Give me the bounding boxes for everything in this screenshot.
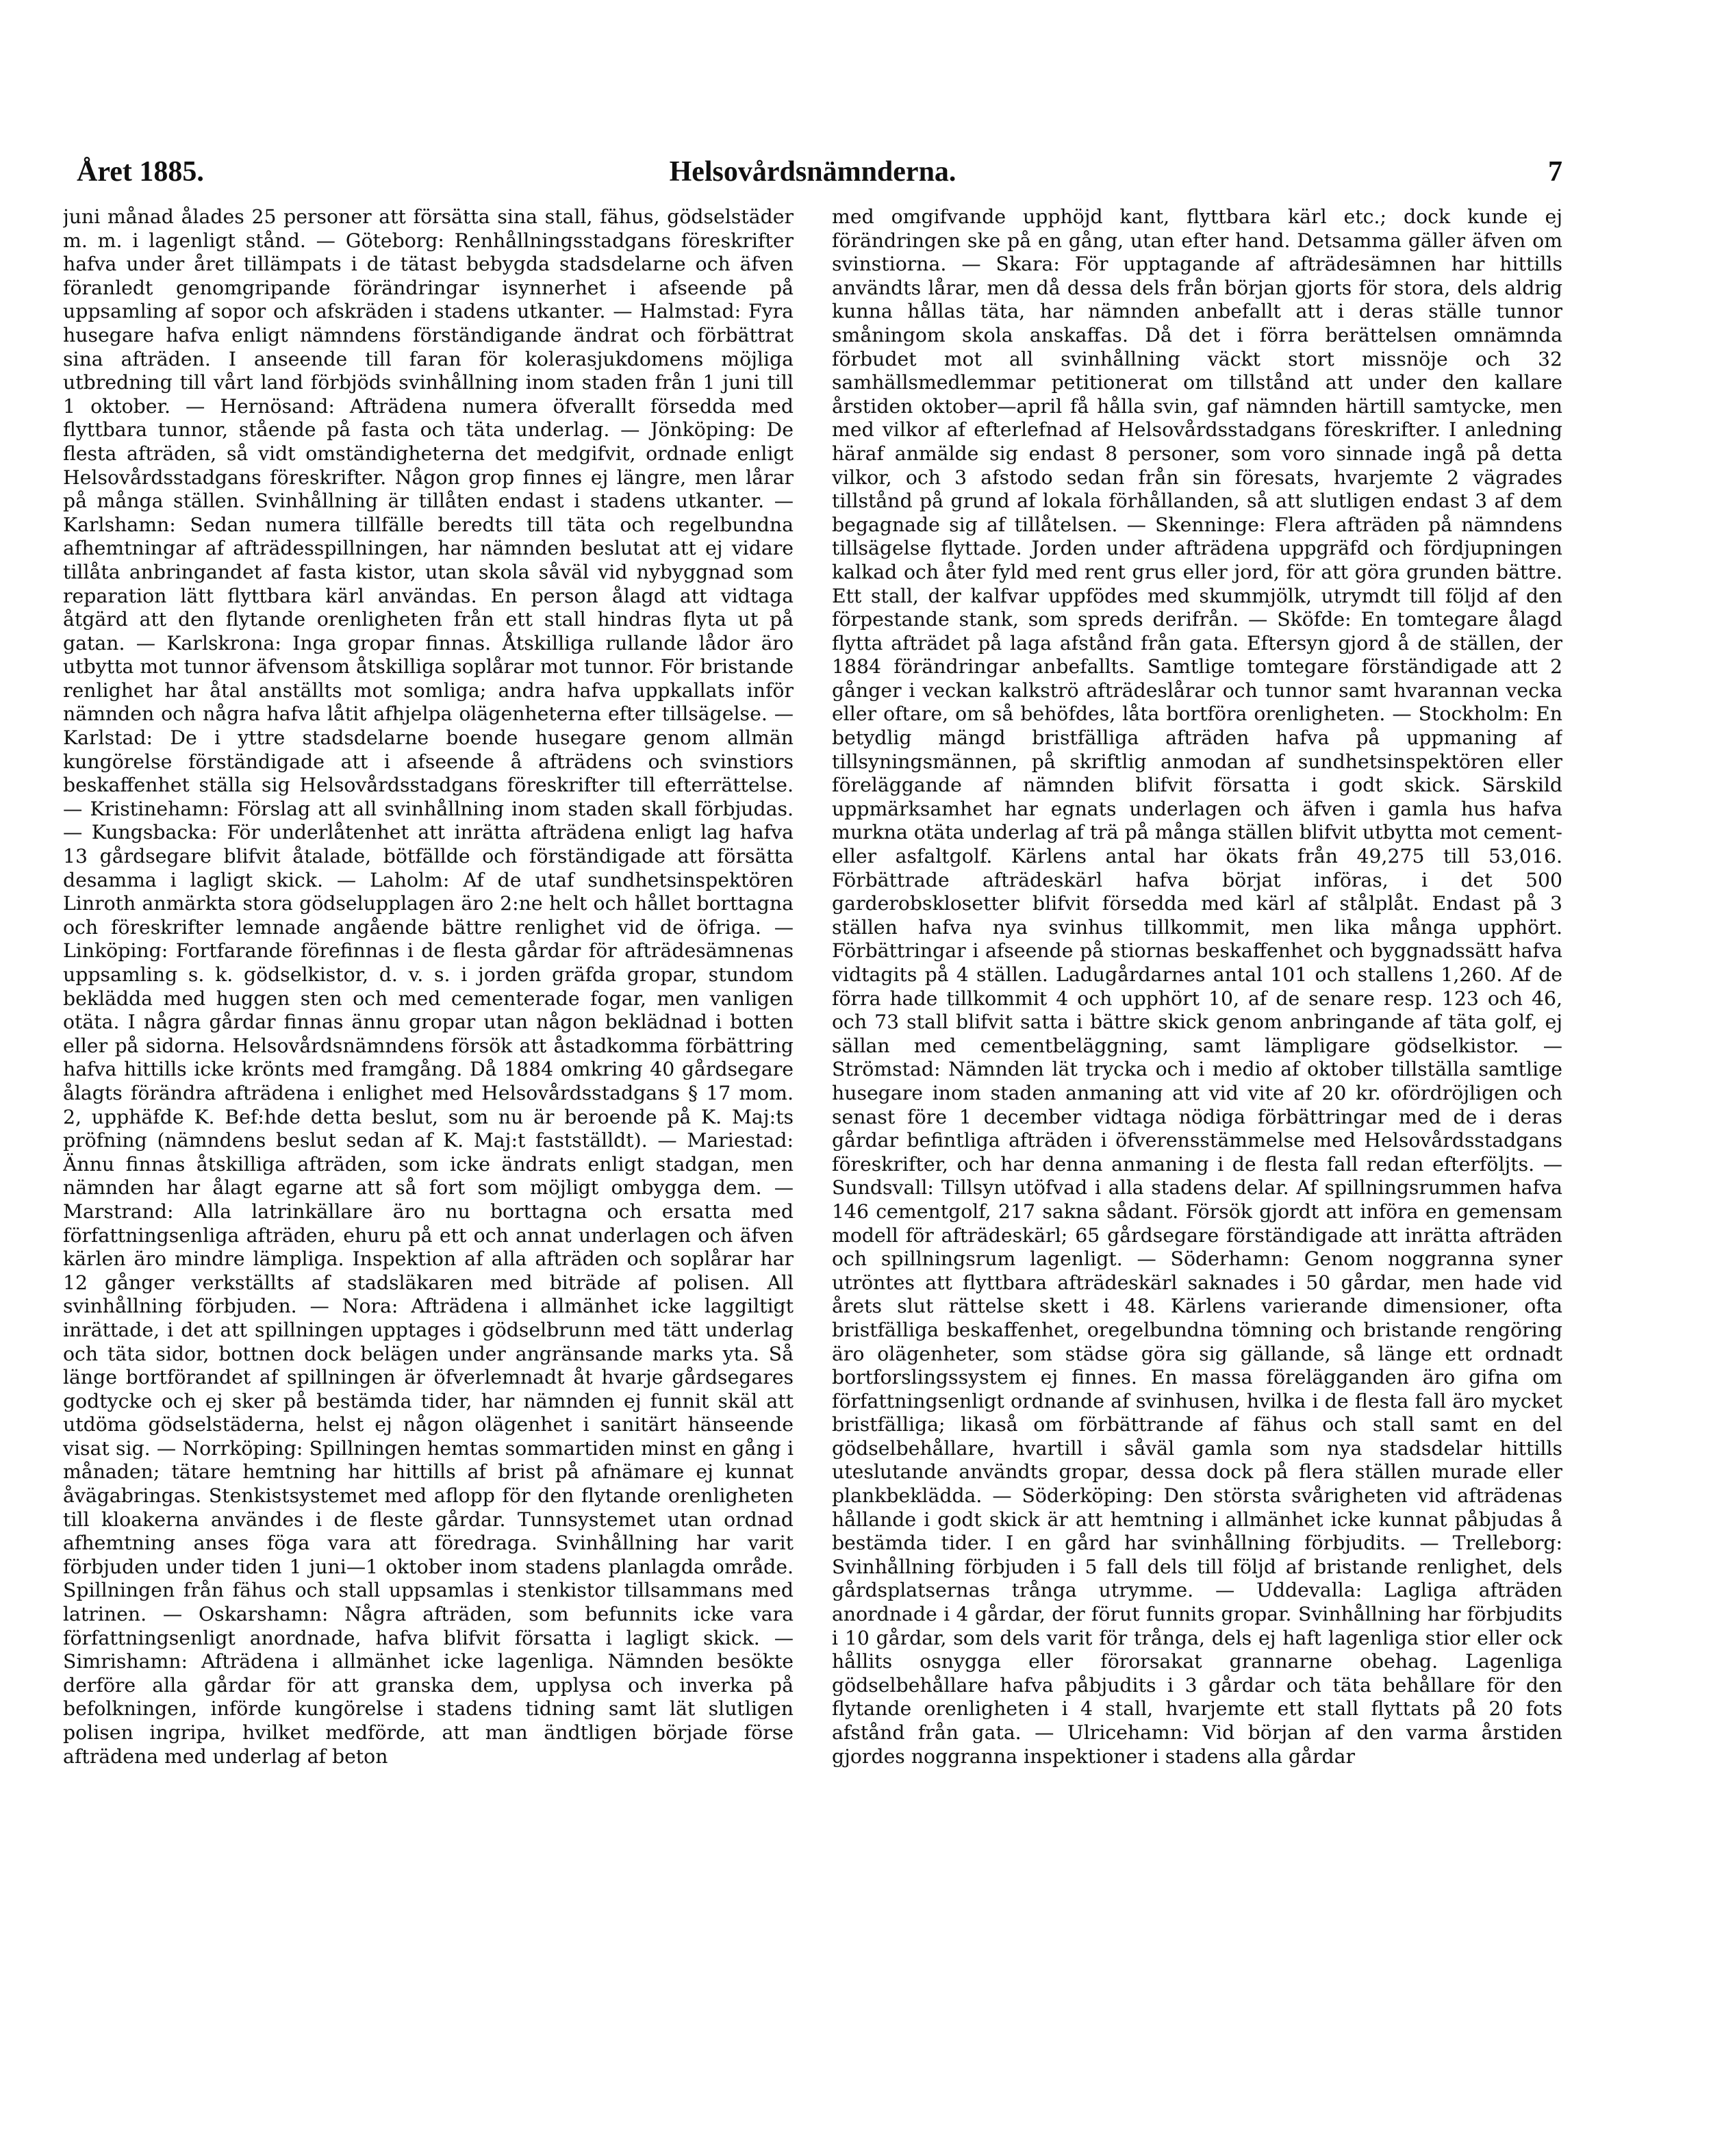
page-number: 7	[1548, 156, 1562, 188]
right-column	[832, 205, 1562, 2074]
right-column-text: med omgifvande upphöjd kant, flyttbara kärl etc.; dock kunde ej förändringen ske på en gång, utan efter hand. Detsamma gäller äfven om svinstiorna. — Skara: För upptagande af afträdesämnen har hittills användts lårar, men då dessa dels från början gjorts för stora, dels aldrig kunna hållas täta, har nämnden anbefallt att i deras ställe tunnor småningom skola anskaffas. Då det i förra berättelsen omnämnda förbudet mot all svinhållning väckt stort missnöje och 32 samhällsmedlemmar petitionerat om tillstånd att under den kallare årstiden oktober—april få hålla svin, gaf nämnden härtill samtycke, men med vilkor af efterlefnad af Helsovårdsstadgans föreskrifter. I anledning häraf anmälde sig endast 8 personer, som voro sinnade ingå på detta vilkor, och 3 afstodo sedan från sin föresats, hvarjemte 2 vägrades tillstånd på grund af lokala förhållanden, så att slutligen endast 3 af dem begagnade sig af tillåtelsen. — Skenninge: Flera afträden på nämndens tillsägelse flyttade. Jorden under afträdena uppgräfd och fördjupningen kalkad och åter fyld med rent grus eller jord, för att göra grunden bättre. Ett stall, der kalfvar uppfödes med skummjölk, utrymdt till följd af den förpestande stank, som spreds derifrån. — Sköfde: En tomtegare ålagd flytta afträdet på laga afstånd från gata. Eftersyn gjord å de ställen, der 1884 förändringar anbefallts. Samtlige tomtegare förständigade att 2 gånger i veckan kalkströ afträdeslårar och tunnor samt hvarannan vecka eller oftare, om så behöfdes, låta bortföra orenligheten. — Stockholm: En betydlig mängd bristfälliga afträden hafva på uppmaning af tillsyningsmännen, på skriftlig anmodan af sundhetsinspektören eller föreläggande af nämnden blifvit försatta i godt skick. Särskild uppmärksamhet har egnats underlagen och äfven i gamla hus hafva murkna otäta underlag af trä på många ställen blifvit utbytta mot cement- eller asfaltgolf. Kärlens antal har ökats från 49,275 till 53,016. Förbättrade afträdeskärl hafva börjat införas, i det 500 garderobsklosetter blifvit försedda med kärl af stålplåt. Endast på 3 ställen hafva nya svinhus tillkommit, men lika många upphört. Förbättringar i afseende på stiornas beskaffenhet och byggnadssätt hafva vidtagits på 4 ställen. Ladugårdarnes antal 101 och stallens 1,260. Af de förra hade tillkommit 4 och upphört 10, af de senare resp. 123 och 46, och 73 stall blifvit satta i bättre skick genom anbringande af täta golf, ej sällan med cementbeläggning, samt lämpligare gödselkistor. — Strömstad: Nämnden lät trycka och i medio af oktober tillställa samtlige husegare inom staden anmaning att vid vite af 20 kr. ofördröjligen och senast före 1 december vidtaga nödiga förbättringar med de i deras gårdar befintliga afträden i öfverensstämmelse med Helsovårdsstadgans föreskrifter, och har denna anmaning i de flesta fall redan efterföljts. — Sundsvall: Tillsyn utöfvad i alla stadens delar. Af spillningsrummen hafva 146 cementgolf, 217 sakna sådant. Försök gjordt att införa en gemensam modell för afträdeskärl; 65 gårdsegare förständigade att inrätta afträden och spillningsrum lagenligt. — Söderhamn: Genom noggranna syner utröntes att flyttbara afträdeskärl saknades i 50 gårdar, men hade vid årets slut rättelse skett i 48. Kärlens varierande dimensioner, ofta bristfälliga beskaffenhet, oregelbundna tömning och bristande rengöring äro olägenheter, som städse göra sig gällande, så länge ett ordnadt bortforslingssystem ej finnes. En massa förelägganden äro gifna om författningsenligt ordnande af svinhusen, hvilka i de flesta fall äro mycket bristfälliga; likaså om förbättrande af fähus och stall samt en del gödselbehållare, hvartill i såväl gamla som nya stadsdelar hittills uteslutande användts gropar, dessa dock på flera ställen murade eller plankbeklädda. — Söderköping: Den största svårigheten vid afträdenas hållande i godt skick är att hemtning i allmänhet icke kunnat påbjudas å bestämda tider. I en gård har svinhållning förbjudits. — Trelleborg: Svinhållning förbjuden i 5 fall dels till följd af bristande renlighet, dels gårdsplatsernas trånga utrymme. — Uddevalla: Lagliga afträden anordnade i 4 gårdar, der förut funnits gropar. Svinhållning har förbjudits i 10 gårdar, som dels varit för trånga, dels ej haft lagenliga stior eller ock hållits osnygga eller förorsakat grannarne obehag. Lagenliga gödselbehållare hafva påbjudits i 3 gårdar och täta behållare för den flytande orenligheten i 4 stall, hvarjemte ett stall flyttats på 20 fots afstånd från gata. — Ulricehamn: Vid början af den varma årstiden gjordes noggranna inspektioner i stadens alla gårdar	[832, 205, 1562, 1768]
running-head	[63, 155, 1562, 189]
text-columns	[63, 205, 1562, 2074]
left-column-text: juni månad ålades 25 personer att försätta sina stall, fähus, gödselstäder m. m. i lagenligt stånd. — Göteborg: Renhållningsstadgans föreskrifter hafva under året tillämpats i de tätast bebygda stadsdelarne och äfven föranledt genomgripande förändringar isynnerhet i afseende på uppsamling af sopor och afskräden i stadens utkanter. — Halmstad: Fyra husegare hafva enligt nämndens förständigande ändrat och förbättrat sina afträden. I anseende till faran för kolerasjukdomens möjliga utbredning till vårt land förbjöds svinhållning inom staden från 1 juni till 1 oktober. — Hernösand: Afträdena numera öfverallt försedda med flyttbara tunnor, stående på fasta och täta underlag. — Jönköping: De flesta afträden, så vidt omständigheterna det medgifvit, ordnade enligt Helsovårdsstadgans föreskrifter. Någon grop finnes ej längre, men lårar på många ställen. Svinhållning är tillåten endast i stadens utkanter. — Karlshamn: Sedan numera tillfälle beredts till täta och regelbundna afhemtningar af afträdesspillningen, har nämnden beslutat att ej vidare tillåta anbringandet af fasta kistor, utan skola såväl vid nybyggnad som reparation lätt flyttbara kärl användas. En person ålagd att vidtaga åtgärd att den flytande orenligheten från ett stall hindras flyta ut på gatan. — Karlskrona: Inga gropar finnas. Åtskilliga rullande lådor äro utbytta mot tunnor äfvensom åtskilliga soplårar mot tunnor. För bristande renlighet har åtal anställts mot somliga; andra hafva uppkallats inför nämnden och några hafva låtit afhjelpa olägenheterna efter tillsägelse. — Karlstad: De i yttre stadsdelarne boende husegare genom allmän kungörelse förständigade att i afseende å afträdens och svinstiors beskaffenhet ställa sig Helsovårdsstadgans föreskrifter till efterrättelse. — Kristinehamn: Förslag att all svinhållning inom staden skall förbjudas. — Kungsbacka: För underlåtenhet att inrätta afträdena enligt lag hafva 13 gårdsegare blifvit åtalade, bötfällde och förständigade att försätta desamma i lagligt skick. — Laholm: Af de utaf sundhetsinspektören Linroth anmärkta stora gödselupplagen äro 2:ne helt och hållet borttagna och föreskrifter lemnade angående bättre renlighet vid de öfriga. — Linköping: Fortfarande förefinnas i de flesta gårdar för afträdesämnenas uppsamling s. k. gödselkistor, d. v. s. i jorden gräfda gropar, stundom beklädda med huggen sten och med cementerade fogar, men vanligen otäta. I några gårdar finnas ännu gropar utan någon beklädnad i botten eller på sidorna. Helsovårdsnämndens försök att åstadkomma förbättring hafva hittills icke krönts med framgång. Då 1884 omkring 40 gårdsegare ålagts förändra afträdena i enlighet med Helsovårdsstadgans § 17 mom. 2, upphäfde K. Bef:hde detta beslut, som nu är beroende på K. Maj:ts pröfning (nämndens beslut sedan af K. Maj:t fastställdt). — Mariestad: Ännu finnas åtskilliga afträden, som icke ändrats enligt stadgan, men nämnden har ålagt egarne att så fort som möjligt ombygga dem. — Marstrand: Alla latrinkällare äro nu borttagna och ersatta med författningsenliga afträden, ehuru på ett och annat underlagen och äfven kärlen äro mindre lämpliga. Inspektion af alla afträden och soplårar har 12 gånger verkställts af stadsläkaren med biträde af polisen. All svinhållning förbjuden. — Nora: Afträdena i allmänhet icke laggiltigt inrättade, i det att spillningen upptages i gödselbrunn med tätt underlag och täta sidor, bottnen dock belägen under angränsande marks yta. Så länge bortförandet af spillningen är öfverlemnadt åt hvarje gårdsegares godtycke och ej sker på bestämda tider, har nämnden ej funnit skäl att utdöma gödselstäderna, helst ej någon olägenhet i sanitärt hänseende visat sig. — Norrköping: Spillningen hemtas sommartiden minst en gång i månaden; tätare hemtning har hittills af brist på afnämare ej kunnat åvägabringas. Stenkistsystemet med aflopp för den flytande orenligheten till kloakerna användes i de fleste gårdar. Tunnsystemet utan ordnad afhemtning anses föga vara att föredraga. Svinhållning har varit förbjuden under tiden 1 juni—1 oktober inom stadens planlagda område. Spillningen från fähus och stall uppsamlas i stenkistor tillsammans med latrinen. — Oskarshamn: Några afträden, som befunnits icke vara författningsenligt anordnade, hafva blifvit försatta i lagligt skick. — Simrishamn: Afträdena i allmänhet icke lagenliga. Nämnden besökte derföre alla gårdar för att granska dem, upplysa och inverka på befolkningen, införde kungörelse i stadens tidning samt lät slutligen polisen ingripa, hvilket medförde, att man ändtligen började förse afträdena med underlag af beton	[63, 205, 794, 1768]
left-column	[63, 205, 794, 2074]
header-year: Året 1885.	[77, 156, 204, 188]
header-title: Helsovårdsnämnderna.	[669, 156, 956, 188]
